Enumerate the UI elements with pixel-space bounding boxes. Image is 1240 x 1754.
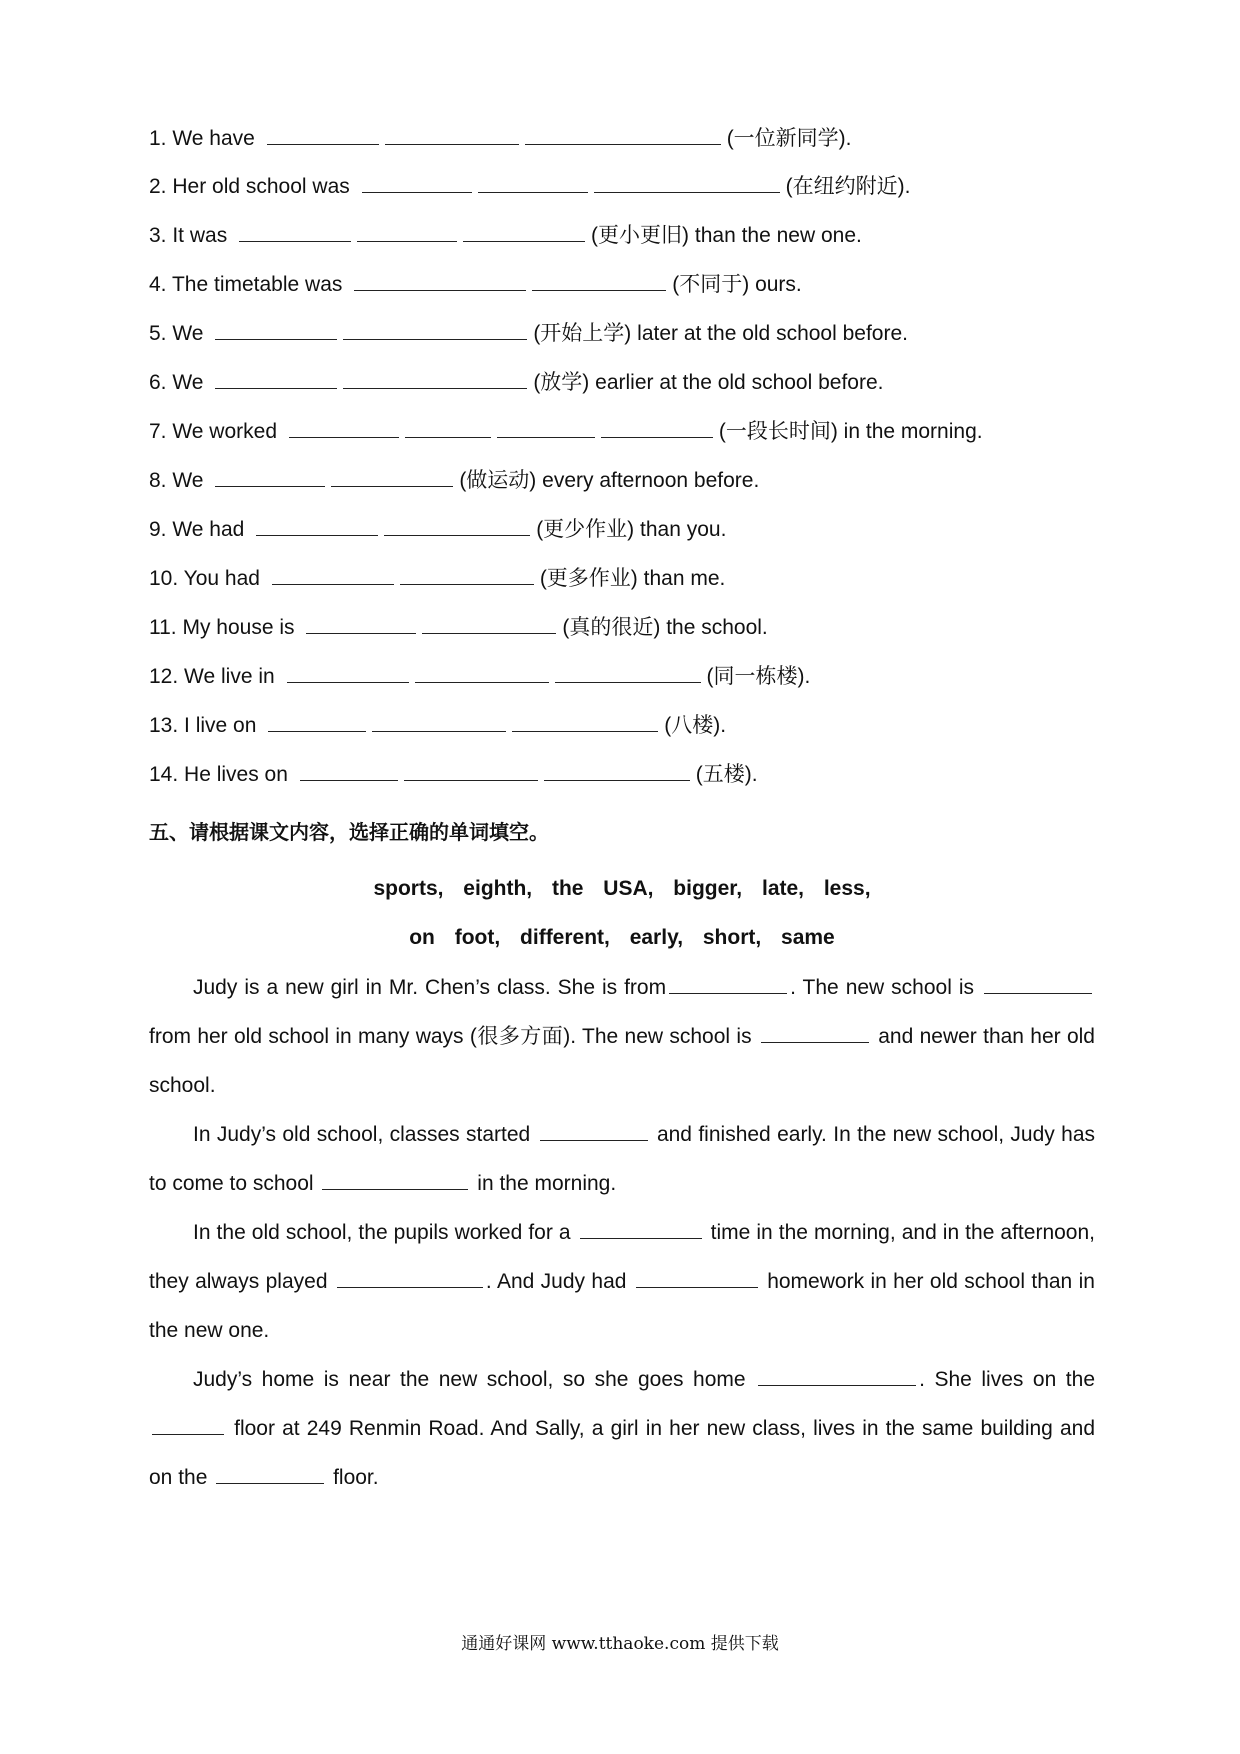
answer-blank[interactable]	[287, 662, 409, 683]
section-title: 五、请根据课文内容，选择正确的单词填空。	[149, 820, 549, 844]
question-text-after: earlier at the old school before.	[589, 371, 884, 394]
answer-blank[interactable]	[343, 319, 527, 340]
question-6	[149, 368, 884, 397]
answer-blank[interactable]	[594, 172, 780, 193]
question-text: 4. The timetable was	[149, 273, 343, 296]
passage-paragraph-4: Judy’s home is near the new school, so she goes home . She lives on the floor at 249 Renmin Road. And Sally, a girl in her new class, lives in the same building and on the floor.	[149, 1368, 1096, 1489]
question-14	[149, 760, 758, 789]
answer-blank[interactable]	[267, 124, 379, 145]
question-text-after: than the new one.	[689, 224, 862, 247]
chinese-hint: (一段长时间)	[718, 420, 838, 443]
question-2	[149, 172, 910, 201]
answer-blank[interactable]	[268, 711, 366, 732]
answer-blank[interactable]	[601, 417, 713, 438]
question-text-after: every afternoon before.	[536, 469, 760, 492]
answer-blank[interactable]	[215, 319, 337, 340]
answer-blank[interactable]	[362, 172, 472, 193]
chinese-hint: (在纽约附近).	[785, 175, 911, 198]
answer-blank[interactable]	[300, 760, 398, 781]
answer-blank[interactable]	[385, 124, 519, 145]
passage-paragraph-1: Judy is a new girl in Mr. Chen’s class. She is from . The new school is from her old school in many ways (很多方面). The new school is and newer than her old school.	[149, 976, 1095, 1097]
answer-blank[interactable]	[215, 466, 325, 487]
answer-blank[interactable]	[544, 760, 690, 781]
chinese-hint: (更小更旧)	[591, 224, 690, 247]
answer-blank[interactable]	[384, 515, 530, 536]
answer-blank[interactable]	[354, 270, 526, 291]
question-8	[149, 466, 759, 495]
question-4	[149, 270, 802, 299]
answer-blank[interactable]	[555, 662, 701, 683]
word-bank-line-1: sports, eighth, the USA, bigger, late, less,	[373, 877, 871, 900]
answer-blank[interactable]	[343, 368, 527, 389]
question-11	[149, 613, 768, 642]
question-text: 8. We	[149, 469, 204, 492]
answer-blank[interactable]	[405, 417, 491, 438]
chinese-hint: (开始上学)	[533, 322, 632, 345]
answer-blank[interactable]	[306, 613, 416, 634]
question-12	[149, 662, 810, 691]
answer-blank[interactable]	[636, 1269, 758, 1288]
question-text: 11. My house is	[149, 616, 295, 639]
chinese-hint: (五楼).	[695, 763, 758, 786]
answer-blank[interactable]	[357, 221, 457, 242]
answer-blank[interactable]	[532, 270, 666, 291]
chinese-hint: (同一栋楼).	[706, 665, 811, 688]
answer-blank[interactable]	[540, 1122, 648, 1141]
chinese-hint: (不同于)	[672, 273, 750, 296]
question-text: 5. We	[149, 322, 204, 345]
question-text: 12. We live in	[149, 665, 275, 688]
passage-paragraph-2: In Judy’s old school, classes started and finished early. In the new school, Judy has to come to school in the morning.	[149, 1123, 1095, 1195]
question-10	[149, 564, 725, 593]
answer-blank[interactable]	[256, 515, 378, 536]
answer-blank[interactable]	[984, 975, 1092, 994]
question-9	[149, 515, 726, 544]
chinese-hint: (八楼).	[664, 714, 727, 737]
question-text: 1. We have	[149, 127, 255, 150]
chinese-hint: (更少作业)	[536, 518, 635, 541]
chinese-hint: (一位新同学).	[726, 127, 852, 150]
answer-blank[interactable]	[272, 564, 394, 585]
answer-blank[interactable]	[761, 1024, 869, 1043]
question-text: 10. You had	[149, 567, 260, 590]
answer-blank[interactable]	[289, 417, 399, 438]
question-text-after: than me.	[637, 567, 726, 590]
question-text: 13. I live on	[149, 714, 257, 737]
answer-blank[interactable]	[331, 466, 453, 487]
answer-blank[interactable]	[372, 711, 506, 732]
chinese-hint: (更多作业)	[539, 567, 638, 590]
question-text: 9. We had	[149, 518, 245, 541]
answer-blank[interactable]	[337, 1269, 483, 1288]
question-text-after: the school.	[660, 616, 768, 639]
question-text-after: than you.	[634, 518, 727, 541]
question-1	[149, 124, 852, 153]
answer-blank[interactable]	[422, 613, 556, 634]
answer-blank[interactable]	[216, 1465, 324, 1484]
chinese-hint: (放学)	[533, 371, 590, 394]
question-text: 6. We	[149, 371, 204, 394]
question-text: 2. Her old school was	[149, 175, 350, 198]
passage-paragraph-3: In the old school, the pupils worked for a time in the morning, and in the afternoon, they always played . And Judy had homework in her old school than in the new one.	[149, 1221, 1095, 1342]
answer-blank[interactable]	[497, 417, 595, 438]
footer-credit: 通通好课网 www.tthaoke.com 提供下载	[461, 1634, 779, 1654]
word-bank-line-2: on foot, different, early, short, same	[409, 926, 835, 949]
chinese-hint: (做运动)	[459, 469, 537, 492]
answer-blank[interactable]	[322, 1171, 468, 1190]
answer-blank[interactable]	[512, 711, 658, 732]
answer-blank[interactable]	[669, 975, 787, 994]
answer-blank[interactable]	[580, 1220, 702, 1239]
question-text: 3. It was	[149, 224, 228, 247]
answer-blank[interactable]	[215, 368, 337, 389]
answer-blank[interactable]	[525, 124, 721, 145]
question-13	[149, 711, 726, 740]
question-5	[149, 319, 908, 348]
question-text: 14. He lives on	[149, 763, 288, 786]
answer-blank[interactable]	[239, 221, 351, 242]
answer-blank[interactable]	[152, 1416, 224, 1435]
answer-blank[interactable]	[415, 662, 549, 683]
question-3	[149, 221, 862, 250]
question-text-after: later at the old school before.	[631, 322, 908, 345]
answer-blank[interactable]	[478, 172, 588, 193]
question-text-after: in the morning.	[837, 420, 983, 443]
question-7	[149, 417, 983, 446]
question-text: 7. We worked	[149, 420, 277, 443]
question-text-after: ours.	[749, 273, 802, 296]
answer-blank[interactable]	[400, 564, 534, 585]
chinese-hint: (真的很近)	[562, 616, 661, 639]
answer-blank[interactable]	[758, 1367, 916, 1386]
answer-blank[interactable]	[463, 221, 585, 242]
answer-blank[interactable]	[404, 760, 538, 781]
